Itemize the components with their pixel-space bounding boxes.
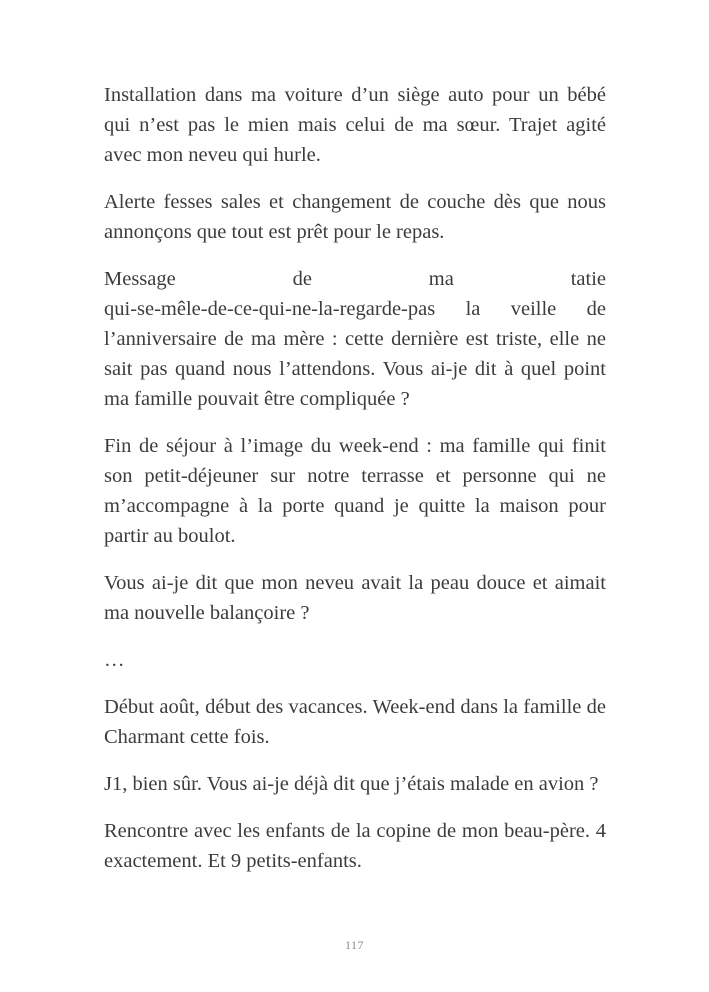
paragraph — [104, 431, 606, 551]
paragraph — [104, 645, 606, 675]
paragraph — [104, 769, 606, 799]
paragraph-segment: Message de ma tatie — [104, 268, 606, 290]
paragraph-segment: Installation dans ma voiture d’un siège auto pour un bébé qui n’est pas le mien mais celui de ma sœur. Trajet agité avec mon neveu qui hurle. — [104, 84, 606, 166]
paragraph-segment: Début août, début des vacances. Week-end dans la famille de Charmant cette fois. — [104, 696, 606, 748]
paragraph-segment: la veille de l’anniversaire de ma mère : cette dernière est triste, elle ne sait pas quand nous l’attendons. Vous ai-je dit à quel point ma famille pouvait être compliquée ? — [104, 298, 606, 410]
paragraph-segment: Fin de séjour à l’image du week-end : ma famille qui finit son petit-déjeuner sur notre terrasse et personne qui ne m’accompagne à la porte quand je quitte la maison pour partir au boulot. — [104, 435, 606, 547]
paragraph-segment: Vous ai-je dit que mon neveu avait la peau douce et aimait ma nouvelle balançoire ? — [104, 572, 606, 624]
paragraph — [104, 568, 606, 628]
paragraph — [104, 692, 606, 752]
paragraph — [104, 187, 606, 247]
paragraph-segment: J1, bien sûr. Vous ai-je déjà dit que j’étais malade en avion ? — [104, 773, 599, 795]
paragraph-segment: qui-se-mêle-de-ce-qui-ne-la-regarde-pas — [104, 298, 436, 320]
paragraph — [104, 80, 606, 170]
paragraph — [104, 264, 606, 414]
paragraph-segment: … — [104, 649, 125, 671]
text-block — [104, 80, 606, 893]
paragraph-segment: Rencontre avec les enfants de la copine de mon beau-père. 4 exactement. Et 9 petits-enfants. — [104, 820, 606, 872]
page-number: 117 — [344, 938, 365, 952]
paragraph-segment: Alerte fesses sales et changement de couche dès que nous annonçons que tout est prêt pour le repas. — [104, 191, 606, 243]
paragraph — [104, 816, 606, 876]
